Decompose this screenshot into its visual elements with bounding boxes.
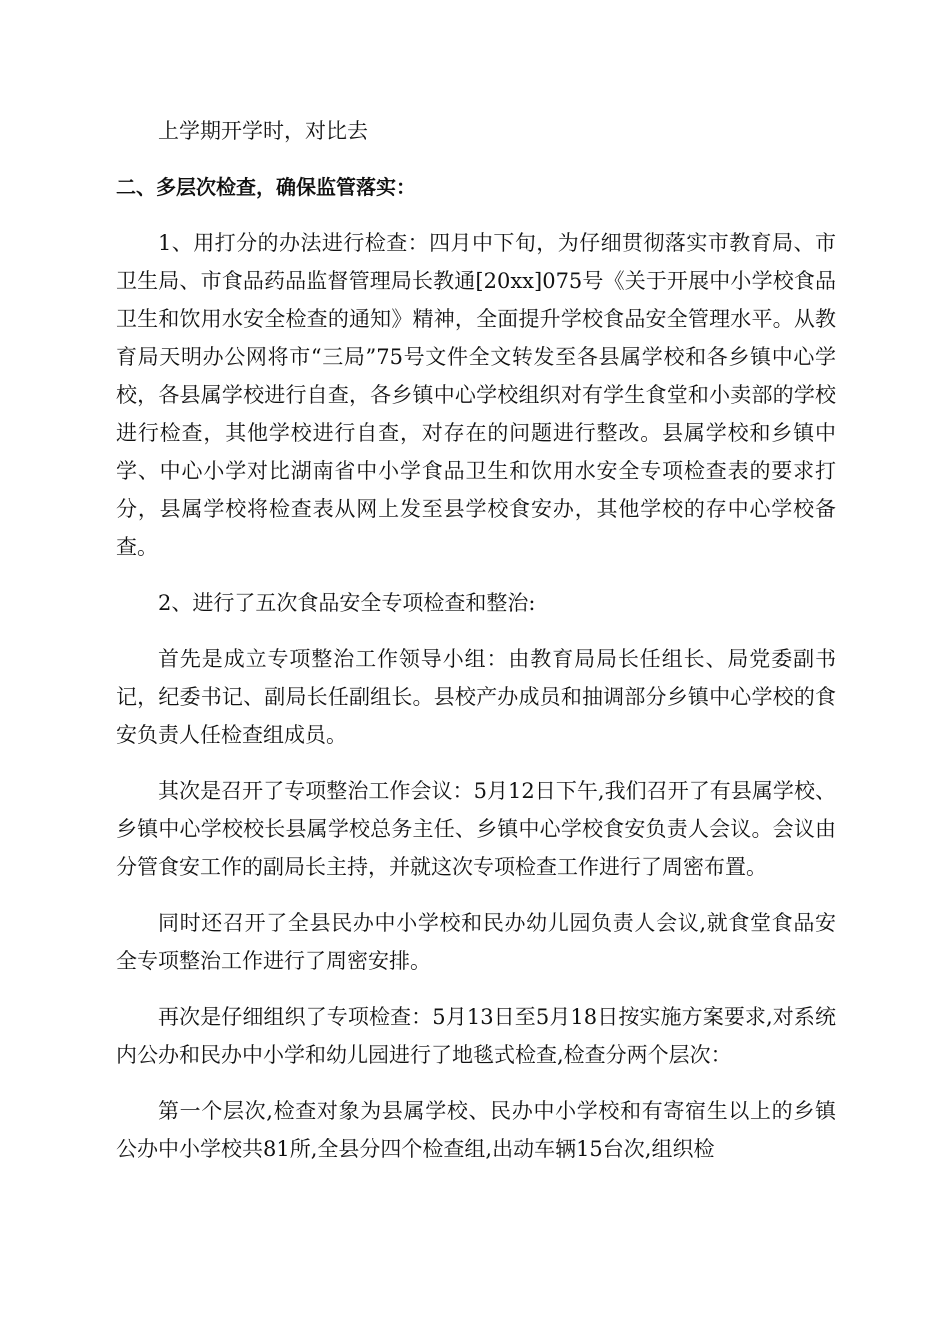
paragraph-private-schools-meeting: 同时还召开了全县民办中小学校和民办幼儿园负责人会议,就食堂食品安全专项整治工作进行了周密安排。	[116, 911, 836, 973]
paragraph-scoring-inspection: 1、用打分的办法进行检查：四月中下旬，为仔细贯彻落实市教育局、市卫生局、市食品药品监督管理局长教通[20xx]075号《关于开展中小学校食品卫生和饮用水安全检查的通知》精神，全面提升学校食品安全管理水平。从教育局天明办公网将市“三局”75号文件全文转发至各县属学校和各乡镇中心学校，各县属学校进行自查，各乡镇中心学校组织对有学生食堂和小卖部的学校进行检查，其他学校进行自查，对存在的问题进行整改。县属学校和乡镇中学、中心小学对比湖南省中小学食品卫生和饮用水安全专项检查表的要求打分，县属学校将检查表从网上发至县学校食安办，其他学校的存中心学校备查。	[116, 231, 836, 559]
paragraph-first-level: 第一个层次,检查对象为县属学校、民办中小学校和有寄宿生以上的乡镇公办中小学校共81所,全县分四个检查组,出动车辆15台次,组织检	[116, 1099, 836, 1161]
section-heading: 二、多层次检查，确保监管落实：	[116, 175, 416, 199]
paragraph-leading-group: 首先是成立专项整治工作领导小组：由教育局局长任组长、局党委副书记，纪委书记、副局长任副组长。县校产办成员和抽调部分乡镇中心学校的食安负责人任检查组成员。	[116, 647, 836, 747]
document-body	[116, 112, 836, 1186]
paragraph-intro-fragment: 上学期开学时，对比去	[158, 119, 368, 143]
paragraph-special-inspection: 再次是仔细组织了专项检查：5月13日至5月18日按实施方案要求,对系统内公办和民办中小学和幼儿园进行了地毯式检查,检查分两个层次：	[116, 1005, 836, 1067]
paragraph-work-meeting: 其次是召开了专项整治工作会议：5月12日下午,我们召开了有县属学校、乡镇中心学校校长县属学校总务主任、乡镇中心学校食安负责人会议。会议由分管食安工作的副局长主持，并就这次专项检查工作进行了周密布置。	[116, 779, 836, 879]
paragraph-five-inspections: 2、进行了五次食品安全专项检查和整治:	[158, 591, 536, 615]
